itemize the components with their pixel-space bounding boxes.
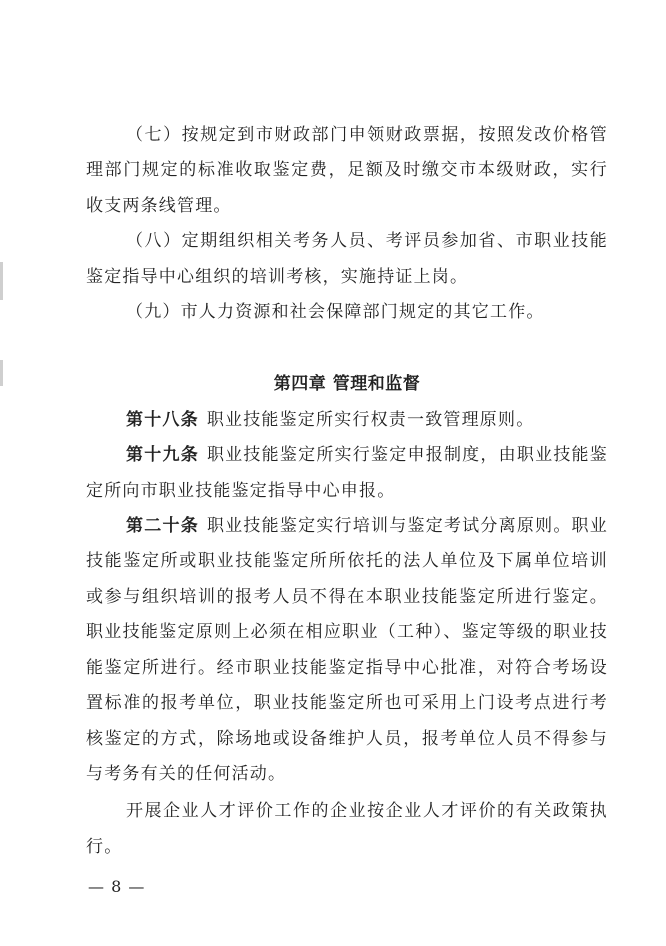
article-20	[86, 509, 608, 792]
chapter-heading: 第四章 管理和监督	[273, 374, 421, 395]
article-20-label: 第二十条	[126, 516, 199, 537]
closing-paragraph: 开展企业人才评价工作的企业按企业人才评价的有关政策执行。	[86, 801, 608, 857]
document-page	[86, 118, 608, 865]
article-18-label: 第十八条	[126, 409, 199, 430]
paragraph-item-8: （八）定期组织相关考务人员、考评员参加省、市职业技能鉴定指导中心组织的培训考核，实施持证上岗。	[86, 231, 608, 287]
article-18	[86, 403, 608, 438]
paragraph-item-9: （九）市人力资源和社会保障部门规定的其它工作。	[126, 302, 545, 323]
article-19	[86, 438, 608, 509]
article-18-text: 职业技能鉴定所实行权责一致管理原则。	[206, 409, 535, 430]
scan-edge-mark-top	[0, 262, 3, 300]
article-20-text: 职业技能鉴定实行培训与鉴定考试分离原则。职业技能鉴定所或职业技能鉴定所所依托的法人单位及下属单位培训或参与组织培训的报考人员不得在本职业技能鉴定所进行鉴定。职业技能鉴定原则上必须在相应职业（工种）、鉴定等级的职业技能鉴定所进行。经市职业技能鉴定指导中心批准，对符合考场设置标准的报考单位，职业技能鉴定所也可采用上门设考点进行考核鉴定的方式，除场地或设备维护人员，报考单位人员不得参与与考务有关的任何活动。	[86, 516, 608, 784]
scan-edge-mark-middle	[0, 360, 3, 386]
article-19-text: 职业技能鉴定所实行鉴定申报制度，由职业技能鉴定所向市职业技能鉴定指导中心申报。	[86, 445, 608, 501]
page-number: — 8 —	[88, 877, 146, 896]
paragraph-item-7: （七）按规定到市财政部门申领财政票据，按照发改价格管理部门规定的标准收取鉴定费，足额及时缴交市本级财政，实行收支两条线管理。	[86, 125, 608, 216]
article-19-label: 第十九条	[126, 445, 199, 466]
